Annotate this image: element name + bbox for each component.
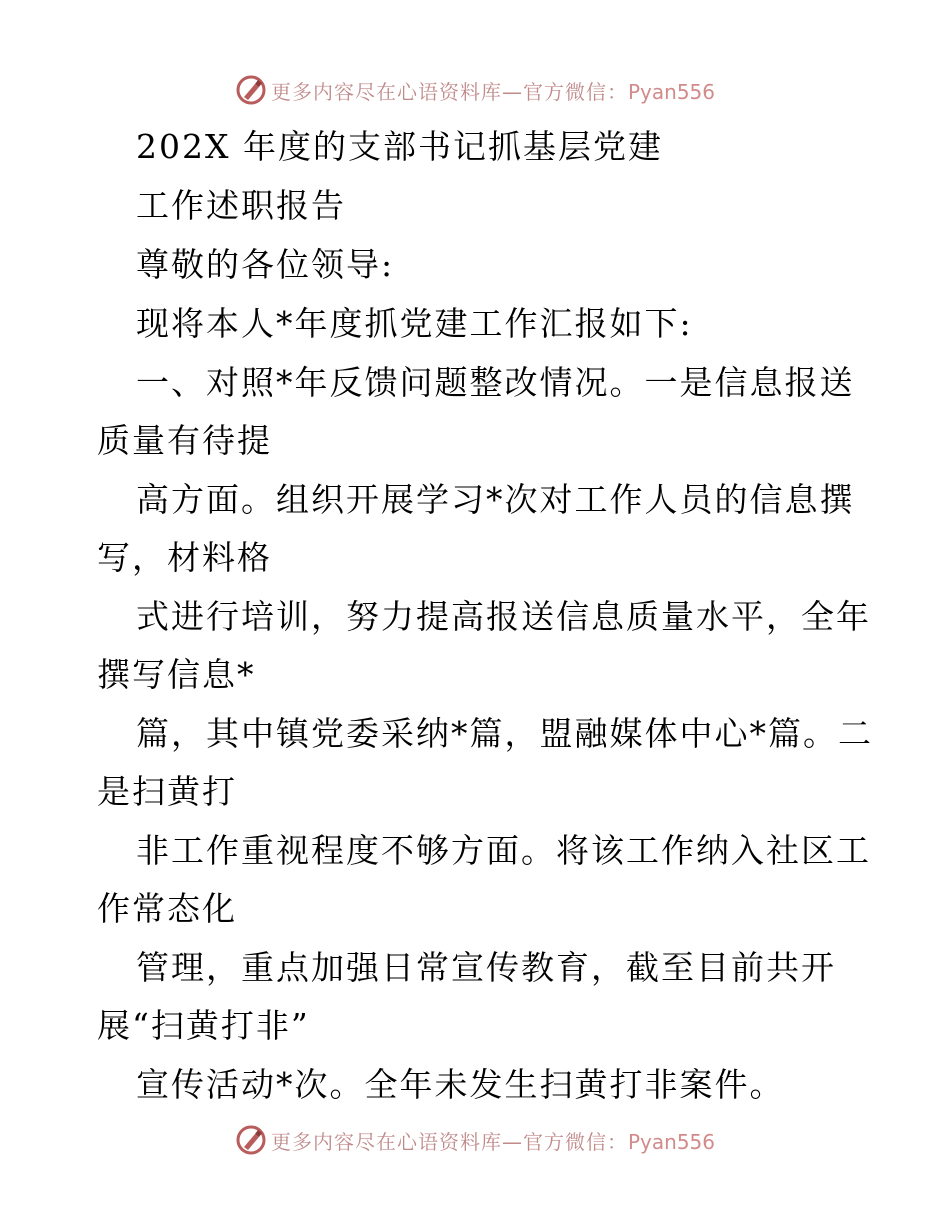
paragraph-line: 作常态化 bbox=[97, 889, 237, 928]
watermark-text: 更多内容尽在心语资料库—官方微信：Pyan556 bbox=[270, 79, 715, 104]
paragraph-line: 管理，重点加强日常宣传教育，截至目前共开 bbox=[136, 948, 836, 987]
paragraph-line: 质量有待提 bbox=[97, 421, 272, 460]
paragraph-line: 撰写信息* bbox=[97, 655, 256, 694]
paragraph-line: 是扫黄打 bbox=[97, 772, 237, 811]
paragraph-line: 一、对照*年反馈问题整改情况。一是信息报送 bbox=[136, 363, 855, 402]
watermark-footer bbox=[0, 1120, 950, 1160]
salutation: 尊敬的各位领导: bbox=[136, 245, 395, 284]
paragraph-line: 式进行培训，努力提高报送信息质量水平，全年 bbox=[136, 597, 871, 636]
paragraph-line: 现将本人*年度抓党建工作汇报如下: bbox=[136, 304, 693, 343]
paragraph-line: 展“扫黄打非” bbox=[97, 1006, 310, 1045]
watermark-text: 更多内容尽在心语资料库—官方微信：Pyan556 bbox=[270, 1129, 715, 1154]
paragraph-line: 高方面。组织开展学习*次对工作人员的信息撰 bbox=[136, 480, 855, 519]
doc-title-line-1: 202X 年度的支部书记抓基层党建 bbox=[136, 127, 663, 166]
paragraph-line: 非工作重视程度不够方面。将该工作纳入社区工 bbox=[136, 831, 871, 870]
paragraph-line: 写，材料格 bbox=[97, 538, 272, 577]
doc-title-line-2: 工作述职报告 bbox=[136, 186, 346, 225]
paragraph-line: 宣传活动*次。全年未发生扫黄打非案件。 bbox=[136, 1065, 785, 1104]
paragraph-line: 篇，其中镇党委采纳*篇，盟融媒体中心*篇。二 bbox=[136, 714, 873, 753]
pen-logo-icon bbox=[235, 1124, 267, 1156]
